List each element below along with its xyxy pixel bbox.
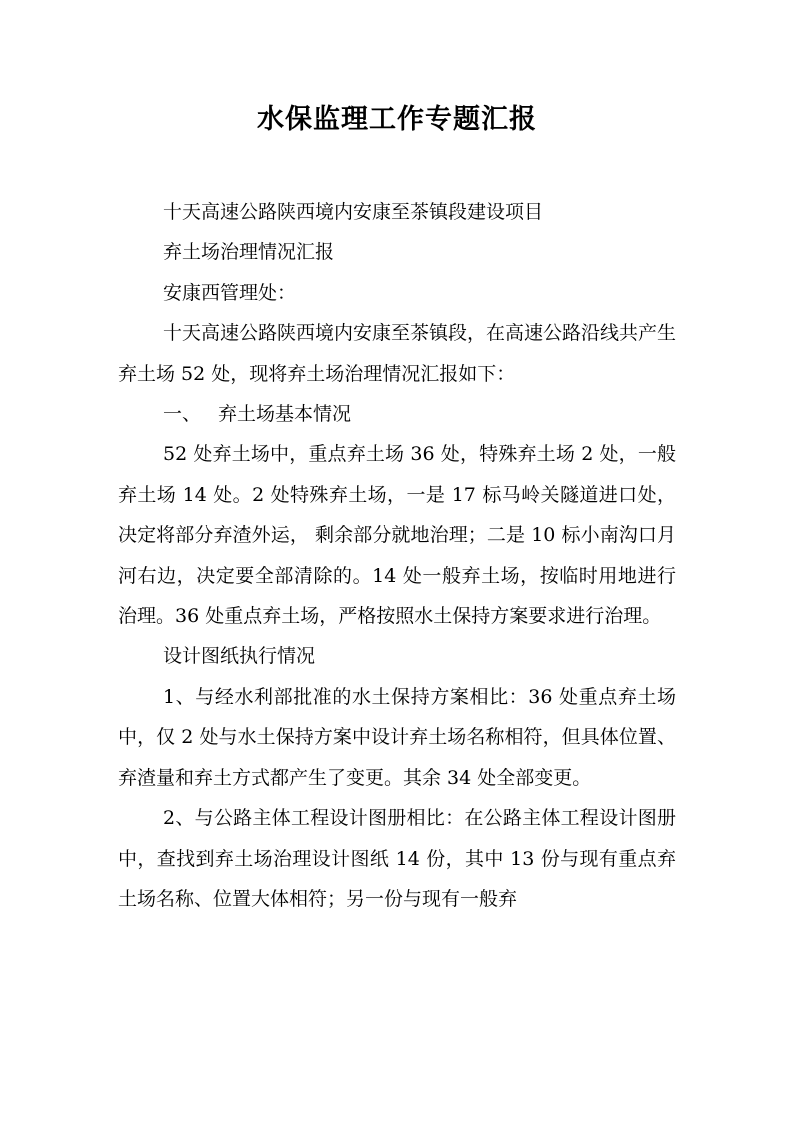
document-body	[118, 192, 676, 919]
document-title: 水保监理工作专题汇报	[257, 104, 537, 135]
section-1-number: 一、	[163, 403, 202, 426]
subject-line: 弃土场治理情况汇报	[163, 241, 335, 264]
section-2-item-2: 2、与公路主体工程设计图册相比：在公路主体工程设计图册中，查找到弃土场治理设计图纸 14 份，其中 13 份与现有重点弃土场名称、位置大体相符；另一份与现有一般弃	[118, 807, 676, 910]
section-1-heading	[118, 394, 676, 434]
project-line: 十天高速公路陕西境内安康至茶镇段建设项目	[163, 201, 544, 223]
section-2-heading: 设计图纸执行情况	[163, 645, 316, 668]
section-1-heading-text: 弃土场基本情况	[218, 403, 352, 426]
addressee: 安康西管理处：	[163, 281, 297, 304]
section-1-paragraph: 52 处弃土场中，重点弃土场 36 处，特殊弃土场 2 处，一般弃土场 14 处。2 处特殊弃土场，一是 17 标马岭关隧道进口处，决定将部分弃渣外运， 剩余部分就地治理；二是 10 标小南沟口月河右边，决定要全部清除的。14 处一般弃土场，按临时用地进行治理。36 处重点弃土场，严格按照水土保持方案要求进行治理。	[118, 443, 676, 628]
section-2-item-1: 1、与经水利部批准的水土保持方案相比：36 处重点弃土场中，仅 2 处与水土保持方案中设计弃土场名称相符，但具体位置、弃渣量和弃土方式都产生了变更。其余 34 处全部变更。	[118, 685, 676, 789]
intro-paragraph: 十天高速公路陕西境内安康至茶镇段，在高速公路沿线共产生弃土场 52 处，现将弃土场治理情况汇报如下：	[118, 322, 677, 385]
